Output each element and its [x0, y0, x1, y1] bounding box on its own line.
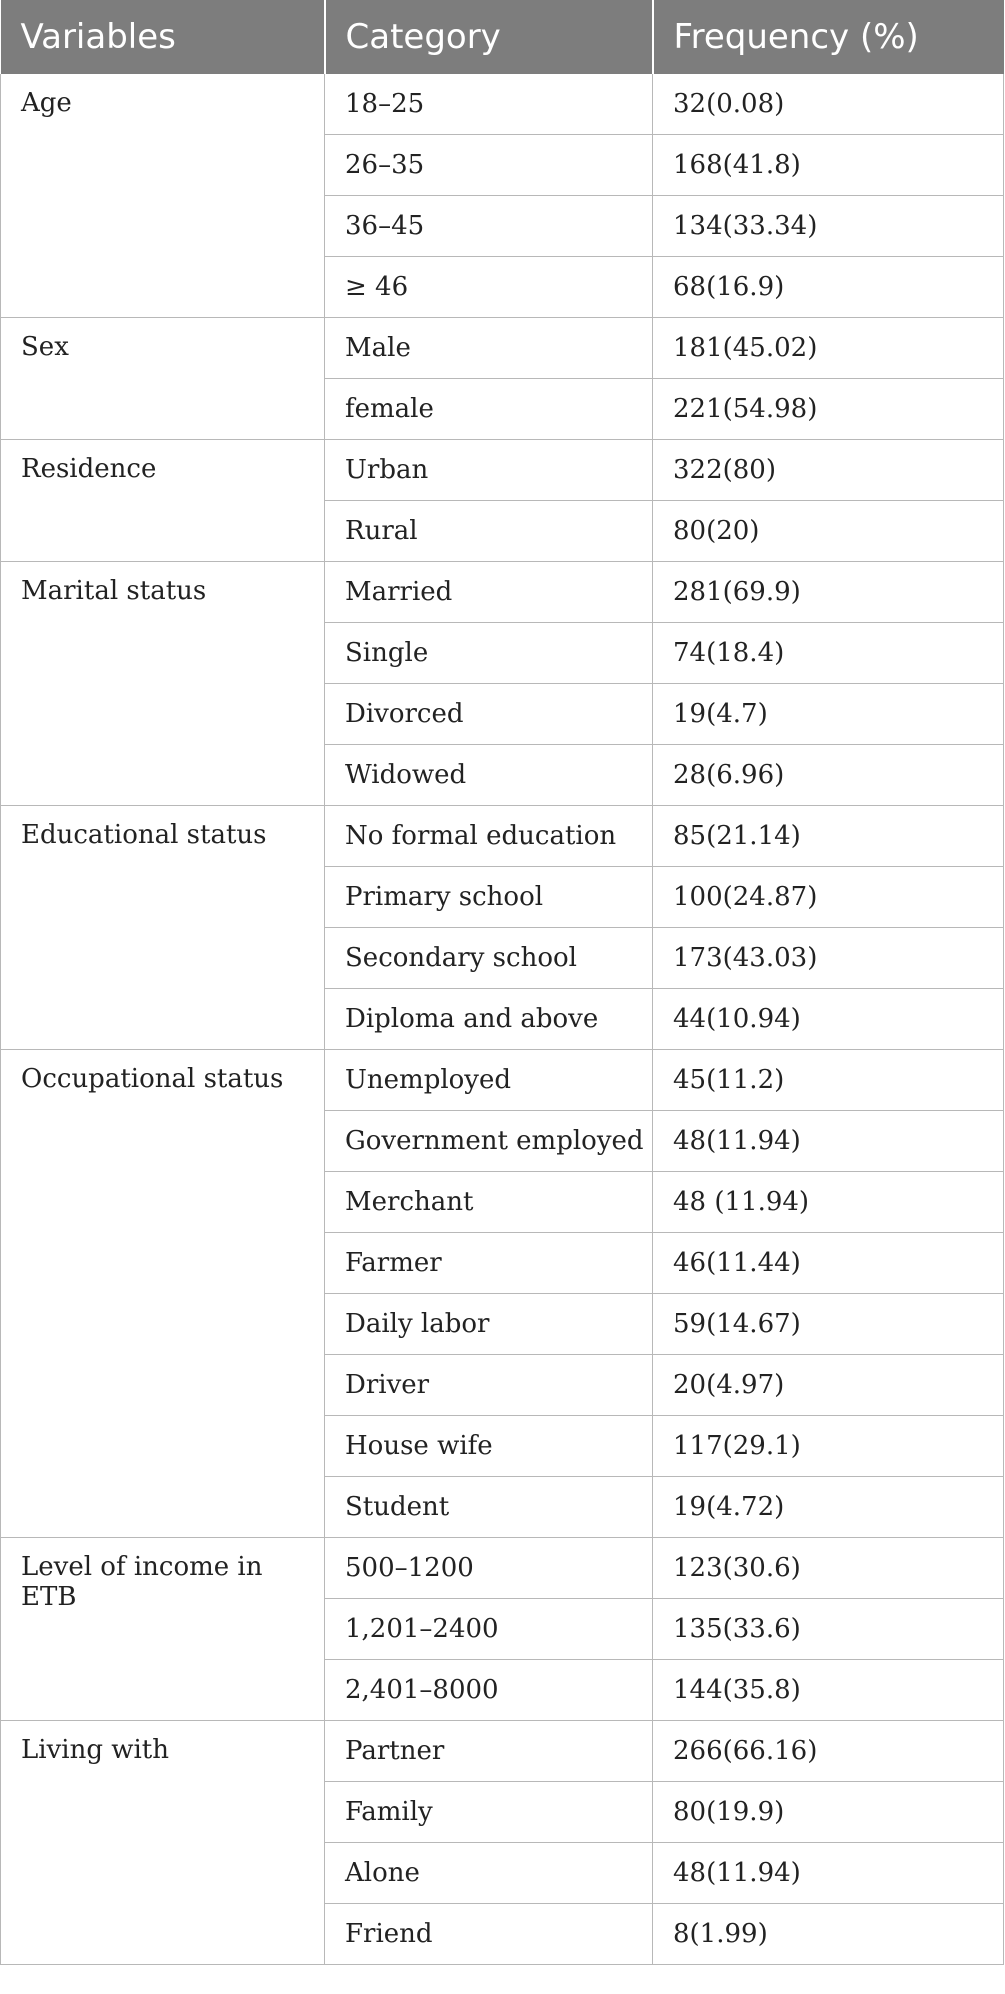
variable-cell: Marital status [1, 562, 325, 806]
category-cell: Rural [325, 501, 653, 562]
category-cell: 500–1200 [325, 1538, 653, 1599]
category-cell: 2,401–8000 [325, 1660, 653, 1721]
category-cell: ≥ 46 [325, 257, 653, 318]
category-cell: Urban [325, 440, 653, 501]
category-cell: Unemployed [325, 1050, 653, 1111]
variable-cell: Age [1, 74, 325, 318]
frequency-cell: 46(11.44) [653, 1233, 1004, 1294]
category-cell: 26–35 [325, 135, 653, 196]
frequency-cell: 80(19.9) [653, 1782, 1004, 1843]
category-cell: Partner [325, 1721, 653, 1782]
frequency-cell: 134(33.34) [653, 196, 1004, 257]
frequency-cell: 221(54.98) [653, 379, 1004, 440]
category-cell: Single [325, 623, 653, 684]
variable-cell: Educational status [1, 806, 325, 1050]
category-cell: 18–25 [325, 74, 653, 135]
header-row [1, 0, 1004, 74]
header-variables: Variables [1, 0, 325, 74]
category-cell: Primary school [325, 867, 653, 928]
variable-cell: Level of income in ETB [1, 1538, 325, 1721]
frequency-cell: 322(80) [653, 440, 1004, 501]
table-body [1, 74, 1004, 1965]
category-cell: Daily labor [325, 1294, 653, 1355]
frequency-cell: 181(45.02) [653, 318, 1004, 379]
category-cell: Married [325, 562, 653, 623]
frequency-cell: 48(11.94) [653, 1111, 1004, 1172]
category-cell: Student [325, 1477, 653, 1538]
frequency-cell: 135(33.6) [653, 1599, 1004, 1660]
variable-cell: Living with [1, 1721, 325, 1965]
table-row [1, 562, 1004, 623]
frequency-cell: 117(29.1) [653, 1416, 1004, 1477]
category-cell: Family [325, 1782, 653, 1843]
frequency-cell: 168(41.8) [653, 135, 1004, 196]
variable-cell: Occupational status [1, 1050, 325, 1538]
table-row [1, 1538, 1004, 1599]
table-header [1, 0, 1004, 74]
category-cell: No formal education [325, 806, 653, 867]
frequency-cell: 45(11.2) [653, 1050, 1004, 1111]
frequency-cell: 48 (11.94) [653, 1172, 1004, 1233]
category-cell: Male [325, 318, 653, 379]
frequency-cell: 74(18.4) [653, 623, 1004, 684]
category-cell: Merchant [325, 1172, 653, 1233]
frequency-cell: 19(4.72) [653, 1477, 1004, 1538]
frequency-cell: 80(20) [653, 501, 1004, 562]
frequency-cell: 44(10.94) [653, 989, 1004, 1050]
category-cell: female [325, 379, 653, 440]
frequency-cell: 144(35.8) [653, 1660, 1004, 1721]
header-category: Category [325, 0, 653, 74]
category-cell: Farmer [325, 1233, 653, 1294]
category-cell: Driver [325, 1355, 653, 1416]
category-cell: Widowed [325, 745, 653, 806]
table-row [1, 806, 1004, 867]
frequency-cell: 48(11.94) [653, 1843, 1004, 1904]
variable-cell: Residence [1, 440, 325, 562]
category-cell: Secondary school [325, 928, 653, 989]
table-row [1, 1721, 1004, 1782]
frequency-cell: 28(6.96) [653, 745, 1004, 806]
table-row [1, 318, 1004, 379]
frequency-cell: 100(24.87) [653, 867, 1004, 928]
frequency-cell: 8(1.99) [653, 1904, 1004, 1965]
frequency-cell: 266(66.16) [653, 1721, 1004, 1782]
frequency-cell: 32(0.08) [653, 74, 1004, 135]
category-cell: Government employed [325, 1111, 653, 1172]
category-cell: Diploma and above [325, 989, 653, 1050]
frequency-cell: 123(30.6) [653, 1538, 1004, 1599]
table-row [1, 74, 1004, 135]
frequency-cell: 68(16.9) [653, 257, 1004, 318]
category-cell: 36–45 [325, 196, 653, 257]
frequency-cell: 85(21.14) [653, 806, 1004, 867]
frequency-cell: 19(4.7) [653, 684, 1004, 745]
header-frequency: Frequency (%) [653, 0, 1004, 74]
frequency-cell: 20(4.97) [653, 1355, 1004, 1416]
category-cell: Friend [325, 1904, 653, 1965]
category-cell: 1,201–2400 [325, 1599, 653, 1660]
table-row [1, 440, 1004, 501]
variable-cell: Sex [1, 318, 325, 440]
category-cell: Divorced [325, 684, 653, 745]
frequency-cell: 59(14.67) [653, 1294, 1004, 1355]
table-row [1, 1050, 1004, 1111]
category-cell: Alone [325, 1843, 653, 1904]
category-cell: House wife [325, 1416, 653, 1477]
frequency-cell: 173(43.03) [653, 928, 1004, 989]
frequency-cell: 281(69.9) [653, 562, 1004, 623]
